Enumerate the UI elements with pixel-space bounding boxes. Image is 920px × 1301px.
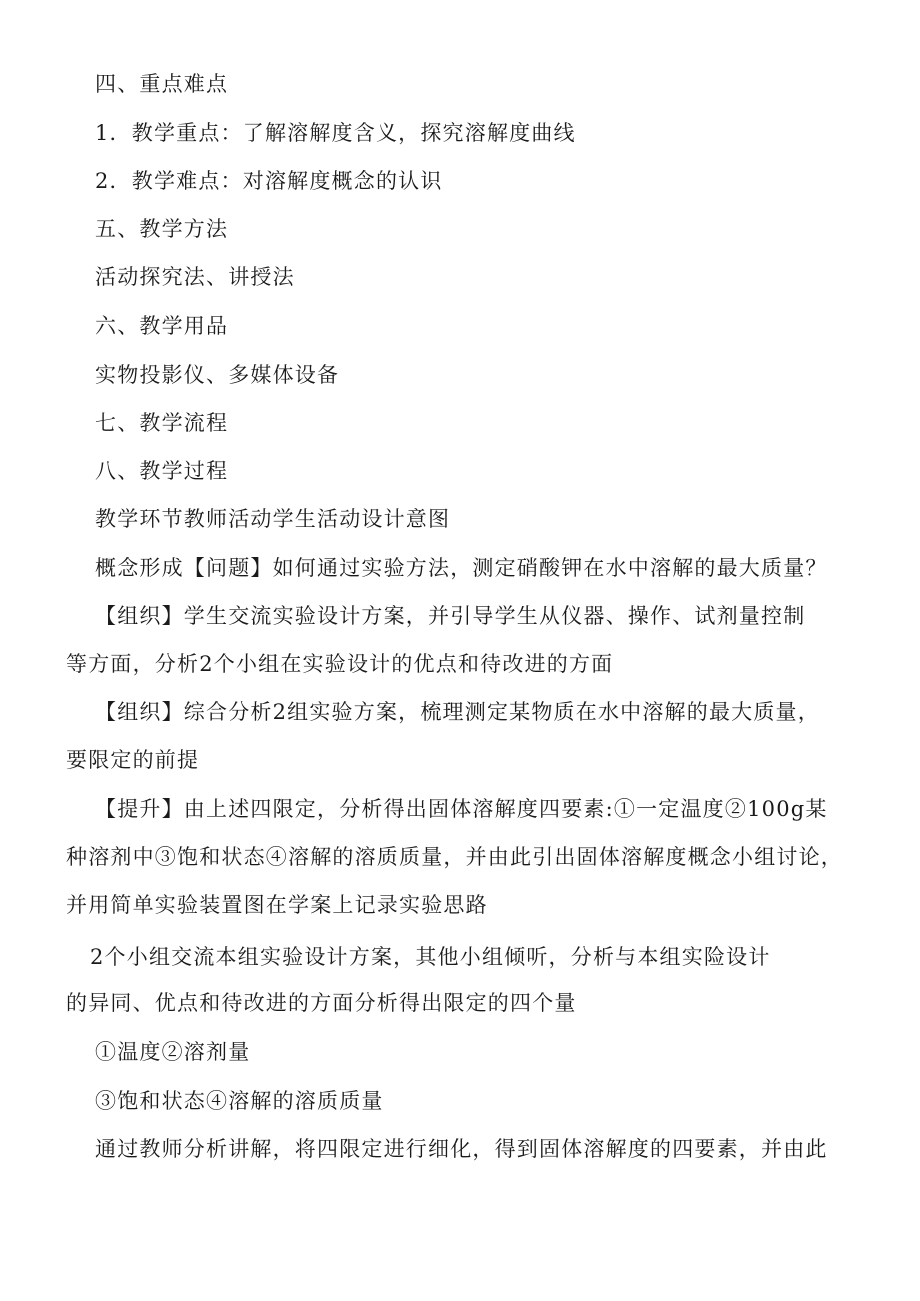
heading-key-points: 四、重点难点	[95, 72, 229, 96]
paragraph-promote: 【提升】由上述四限定，分析得出固体溶解度四要素:①一定温度②100g某	[95, 797, 828, 821]
teaching-difficulty: 2．教学难点：对溶解度概念的认识	[95, 169, 443, 193]
paragraph-organize-1-cont: 等方面，分析2个小组在实验设计的优点和待改进的方面	[66, 652, 614, 676]
heading-teaching-process: 八、教学过程	[95, 459, 229, 483]
teaching-focus: 1．教学重点：了解溶解度含义，探究溶解度曲线	[95, 121, 576, 145]
paragraph-organize-2: 【组织】综合分析2组实验方案，梳理测定某物质在水中溶解的最大质量，	[95, 700, 820, 724]
teaching-methods-text: 活动探究法、讲授法	[95, 265, 295, 289]
heading-teaching-methods: 五、教学方法	[95, 217, 229, 241]
heading-teaching-flow: 七、教学流程	[95, 411, 229, 435]
paragraph-organize-1: 【组织】学生交流实验设计方案，并引导学生从仪器、操作、试剂量控制	[95, 604, 806, 628]
paragraph-group-exchange-cont: 的异同、优点和待改进的方面分析得出限定的四个量	[66, 991, 577, 1015]
paragraph-promote-cont-2: 并用简单实验装置图在学案上记录实验思路	[66, 893, 488, 917]
teaching-supplies-text: 实物投影仪、多媒体设备	[95, 363, 340, 387]
list-item-temperature-solvent: ①温度②溶剂量	[95, 1040, 251, 1064]
paragraph-teacher-analysis: 通过教师分析讲解，将四限定进行细化，得到固体溶解度的四要素，并由此	[95, 1137, 828, 1161]
table-header-row: 教学环节教师活动学生活动设计意图	[95, 507, 451, 531]
paragraph-question: 概念形成【问题】如何通过实验方法，测定硝酸钾在水中溶解的最大质量？	[95, 556, 828, 580]
list-item-saturation-solute: ③饱和状态④溶解的溶质质量	[95, 1089, 384, 1113]
paragraph-promote-cont-1: 种溶剂中③饱和状态④溶解的溶质质量，并由此引出固体溶解度概念小组讨论，	[66, 845, 843, 869]
paragraph-group-exchange: 2个小组交流本组实验设计方案，其他小组倾听，分析与本组实险设计	[90, 945, 771, 969]
paragraph-organize-2-cont: 要限定的前提	[66, 748, 200, 772]
heading-teaching-supplies: 六、教学用品	[95, 314, 229, 338]
